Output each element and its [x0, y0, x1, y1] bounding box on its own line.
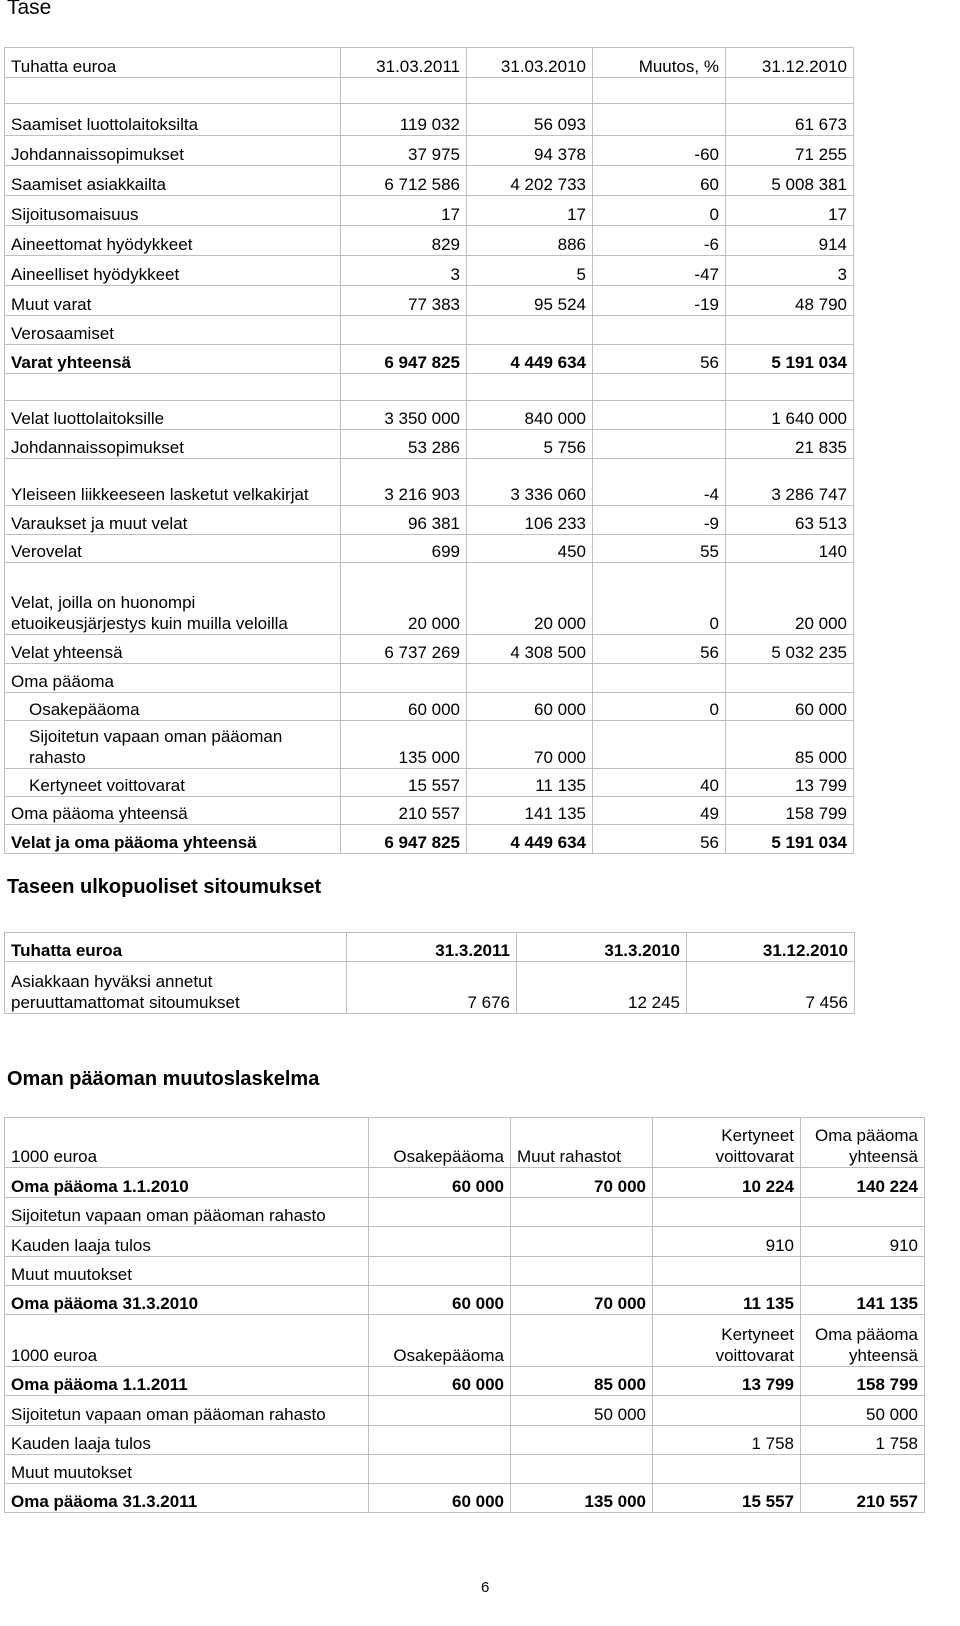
offbalance-title: Taseen ulkopuoliset sitoumukset: [7, 876, 322, 898]
cell-value: 7 456: [687, 962, 855, 1014]
equity-changes-table: [4, 1117, 925, 1513]
cell-value: 20 000: [467, 563, 593, 635]
cell-value: 96 381: [341, 506, 467, 535]
cell-value: 61 673: [726, 104, 854, 136]
row-label: Oma pääoma 31.3.2010: [5, 1286, 369, 1315]
cell-value: 0: [593, 196, 726, 226]
table-row: [5, 635, 854, 664]
cell-value: 85 000: [726, 721, 854, 769]
table-row: [5, 316, 854, 345]
cell-value: 3 336 060: [467, 459, 593, 506]
cell-value: 71 255: [726, 136, 854, 166]
cell-value: 140 224: [801, 1168, 925, 1198]
row-label: Muut varat: [5, 286, 341, 316]
row-label: Varaukset ja muut velat: [5, 506, 341, 535]
cell-value: 55: [593, 535, 726, 563]
row-label: Sijoitusomaisuus: [5, 196, 341, 226]
column-header: 31.12.2010: [726, 48, 854, 78]
cell-value: 37 975: [341, 136, 467, 166]
cell-value: 910: [801, 1227, 925, 1257]
cell-value: 11 135: [653, 1286, 801, 1315]
cell-value: 119 032: [341, 104, 467, 136]
cell-value: 5 008 381: [726, 166, 854, 196]
table-row: [5, 664, 854, 693]
row-label: Verovelat: [5, 535, 341, 563]
page-title: Tase: [7, 0, 52, 19]
cell-value: 60 000: [369, 1168, 511, 1198]
column-header: 31.3.2011: [347, 933, 517, 962]
cell-value: 3 350 000: [341, 401, 467, 430]
cell-value: 4 449 634: [467, 825, 593, 854]
cell-value: 135 000: [341, 721, 467, 769]
row-label: [5, 374, 341, 401]
cell-value: 11 135: [467, 769, 593, 797]
cell-value: 60 000: [726, 693, 854, 721]
cell-value: [801, 1198, 925, 1227]
cell-value: 56: [593, 825, 726, 854]
table-row: [5, 1168, 925, 1198]
cell-value: 17: [467, 196, 593, 226]
cell-value: 60 000: [369, 1367, 511, 1396]
cell-value: 5 756: [467, 430, 593, 459]
cell-value: [369, 1455, 511, 1484]
cell-value: [369, 1257, 511, 1286]
cell-value: 21 835: [726, 430, 854, 459]
column-header: Oma pääoma yhteensä: [801, 1315, 925, 1367]
cell-value: 1 758: [801, 1426, 925, 1455]
cell-value: 10 224: [653, 1168, 801, 1198]
cell-value: 95 524: [467, 286, 593, 316]
cell-value: 60 000: [467, 693, 593, 721]
cell-value: [369, 1426, 511, 1455]
cell-value: [511, 1455, 653, 1484]
column-header-label: 1000 euroa: [5, 1315, 369, 1367]
row-label: Yleiseen liikkeeseen lasketut velkakirjat: [5, 459, 341, 506]
column-header: 31.12.2010: [687, 933, 855, 962]
table-row: [5, 430, 854, 459]
cell-value: 914: [726, 226, 854, 256]
table-row: [5, 256, 854, 286]
table-row: [5, 693, 854, 721]
column-header: Muutos, %: [593, 48, 726, 78]
cell-value: 60: [593, 166, 726, 196]
cell-value: [653, 1396, 801, 1426]
cell-value: 60 000: [369, 1484, 511, 1513]
row-label: Sijoitetun vapaan oman pääoman rahasto: [5, 721, 341, 769]
cell-value: 17: [726, 196, 854, 226]
cell-value: 70 000: [511, 1286, 653, 1315]
cell-value: [511, 1227, 653, 1257]
column-header: Kertyneet voittovarat: [653, 1118, 801, 1168]
row-label: Sijoitetun vapaan oman pääoman rahasto: [5, 1396, 369, 1426]
cell-value: 94 378: [467, 136, 593, 166]
table-row: [5, 136, 854, 166]
cell-value: [511, 1198, 653, 1227]
cell-value: 3: [726, 256, 854, 286]
row-label: Saamiset asiakkailta: [5, 166, 341, 196]
cell-value: 5 191 034: [726, 345, 854, 374]
table-row: [5, 962, 855, 1014]
cell-value: 886: [467, 226, 593, 256]
cell-value: [593, 430, 726, 459]
row-label: Saamiset luottolaitoksilta: [5, 104, 341, 136]
cell-value: 210 557: [801, 1484, 925, 1513]
cell-value: 20 000: [726, 563, 854, 635]
cell-value: [801, 1257, 925, 1286]
cell-value: 6 712 586: [341, 166, 467, 196]
cell-value: [726, 374, 854, 401]
table-row: [5, 1227, 925, 1257]
row-label: Varat yhteensä: [5, 345, 341, 374]
cell-value: [593, 664, 726, 693]
cell-value: 141 135: [467, 797, 593, 825]
cell-value: 49: [593, 797, 726, 825]
table-row: [5, 78, 854, 104]
cell-value: 40: [593, 769, 726, 797]
cell-value: 6 947 825: [341, 825, 467, 854]
cell-value: [511, 1426, 653, 1455]
cell-value: 0: [593, 563, 726, 635]
cell-value: [593, 401, 726, 430]
cell-value: [467, 316, 593, 345]
cell-value: [341, 316, 467, 345]
cell-value: 1 758: [653, 1426, 801, 1455]
table-row: [5, 1286, 925, 1315]
row-label: Oma pääoma 31.3.2011: [5, 1484, 369, 1513]
balance-sheet-table: [4, 47, 854, 854]
cell-value: 12 245: [517, 962, 687, 1014]
table-row: [5, 286, 854, 316]
cell-value: 13 799: [653, 1367, 801, 1396]
cell-value: 15 557: [341, 769, 467, 797]
table-row: [5, 104, 854, 136]
column-header: Osakepääoma: [369, 1118, 511, 1168]
cell-value: 5 191 034: [726, 825, 854, 854]
cell-value: 3 216 903: [341, 459, 467, 506]
cell-value: 7 676: [347, 962, 517, 1014]
cell-value: -60: [593, 136, 726, 166]
cell-value: 56: [593, 345, 726, 374]
table-row: [5, 1426, 925, 1455]
cell-value: 3 286 747: [726, 459, 854, 506]
cell-value: [467, 78, 593, 104]
cell-value: 4 449 634: [467, 345, 593, 374]
cell-value: [593, 78, 726, 104]
balance-header-row: [5, 48, 854, 78]
cell-value: 450: [467, 535, 593, 563]
cell-value: 135 000: [511, 1484, 653, 1513]
equity-title: Oman pääoman muutoslaskelma: [7, 1068, 320, 1090]
table-row: [5, 721, 854, 769]
cell-value: 85 000: [511, 1367, 653, 1396]
cell-value: 50 000: [801, 1396, 925, 1426]
table-row: [5, 535, 854, 563]
table-row: [5, 459, 854, 506]
row-label: Kertyneet voittovarat: [5, 769, 341, 797]
column-header: 31.3.2010: [517, 933, 687, 962]
cell-value: [369, 1396, 511, 1426]
column-header: 31.03.2011: [341, 48, 467, 78]
column-header: 31.03.2010: [467, 48, 593, 78]
cell-value: 1 640 000: [726, 401, 854, 430]
column-header: Kertyneet voittovarat: [653, 1315, 801, 1367]
table-row: [5, 401, 854, 430]
cell-value: 158 799: [801, 1367, 925, 1396]
table-row: [5, 1484, 925, 1513]
table-row: [5, 1198, 925, 1227]
row-label: Kauden laaja tulos: [5, 1227, 369, 1257]
cell-value: 60 000: [369, 1286, 511, 1315]
cell-value: [653, 1455, 801, 1484]
cell-value: 6 947 825: [341, 345, 467, 374]
cell-value: -47: [593, 256, 726, 286]
row-label: Aineelliset hyödykkeet: [5, 256, 341, 286]
cell-value: [369, 1227, 511, 1257]
table-row: [5, 166, 854, 196]
table-row: [5, 374, 854, 401]
cell-value: 50 000: [511, 1396, 653, 1426]
cell-value: 4 308 500: [467, 635, 593, 664]
row-label: Asiakkaan hyväksi annetut peruuttamattomat sitoumukset: [5, 962, 347, 1014]
cell-value: [369, 1198, 511, 1227]
table-row: [5, 1455, 925, 1484]
row-label: Velat luottolaitoksille: [5, 401, 341, 430]
offbalance-table: [4, 932, 855, 1014]
cell-value: [726, 78, 854, 104]
row-label: Velat yhteensä: [5, 635, 341, 664]
cell-value: 699: [341, 535, 467, 563]
cell-value: [593, 316, 726, 345]
cell-value: -19: [593, 286, 726, 316]
cell-value: [341, 78, 467, 104]
cell-value: [653, 1257, 801, 1286]
cell-value: [653, 1198, 801, 1227]
equity-header-row: [5, 1315, 925, 1367]
row-label: Muut muutokset: [5, 1455, 369, 1484]
cell-value: [341, 374, 467, 401]
cell-value: [593, 374, 726, 401]
cell-value: 13 799: [726, 769, 854, 797]
equity-header-row: [5, 1118, 925, 1168]
row-label: [5, 78, 341, 104]
cell-value: 53 286: [341, 430, 467, 459]
cell-value: 141 135: [801, 1286, 925, 1315]
row-label: Johdannaissopimukset: [5, 136, 341, 166]
column-header: Osakepääoma: [369, 1315, 511, 1367]
page-number: 6: [481, 1579, 490, 1596]
row-label: Sijoitetun vapaan oman pääoman rahasto: [5, 1198, 369, 1227]
table-row: [5, 797, 854, 825]
cell-value: 140: [726, 535, 854, 563]
table-row: [5, 196, 854, 226]
table-row: [5, 1396, 925, 1426]
column-header-label: Tuhatta euroa: [5, 48, 341, 78]
cell-value: [467, 664, 593, 693]
row-label: Muut muutokset: [5, 1257, 369, 1286]
cell-value: -4: [593, 459, 726, 506]
cell-value: [726, 664, 854, 693]
cell-value: [801, 1455, 925, 1484]
cell-value: 63 513: [726, 506, 854, 535]
cell-value: 56: [593, 635, 726, 664]
cell-value: 15 557: [653, 1484, 801, 1513]
cell-value: 5 032 235: [726, 635, 854, 664]
row-label: Velat, joilla on huonompi etuoikeusjärjestys kuin muilla veloilla: [5, 563, 341, 635]
offbalance-header-row: [5, 933, 855, 962]
cell-value: 48 790: [726, 286, 854, 316]
cell-value: 106 233: [467, 506, 593, 535]
column-header: Oma pääoma yhteensä: [801, 1118, 925, 1168]
column-header: Muut rahastot: [511, 1118, 653, 1168]
cell-value: 6 737 269: [341, 635, 467, 664]
cell-value: [341, 664, 467, 693]
cell-value: 70 000: [467, 721, 593, 769]
cell-value: 829: [341, 226, 467, 256]
cell-value: [593, 104, 726, 136]
row-label: Aineettomat hyödykkeet: [5, 226, 341, 256]
cell-value: 77 383: [341, 286, 467, 316]
table-row: [5, 563, 854, 635]
table-row: [5, 506, 854, 535]
cell-value: 158 799: [726, 797, 854, 825]
table-row: [5, 1367, 925, 1396]
cell-value: [511, 1257, 653, 1286]
table-row: [5, 1257, 925, 1286]
row-label: Johdannaissopimukset: [5, 430, 341, 459]
column-header-label: Tuhatta euroa: [5, 933, 347, 962]
cell-value: [593, 721, 726, 769]
cell-value: 910: [653, 1227, 801, 1257]
row-label: Velat ja oma pääoma yhteensä: [5, 825, 341, 854]
column-header: [511, 1315, 653, 1367]
cell-value: 4 202 733: [467, 166, 593, 196]
cell-value: 840 000: [467, 401, 593, 430]
row-label: Oma pääoma: [5, 664, 341, 693]
table-row: [5, 825, 854, 854]
cell-value: -6: [593, 226, 726, 256]
cell-value: 70 000: [511, 1168, 653, 1198]
cell-value: 0: [593, 693, 726, 721]
cell-value: [467, 374, 593, 401]
table-row: [5, 345, 854, 374]
cell-value: 5: [467, 256, 593, 286]
table-row: [5, 226, 854, 256]
row-label: Kauden laaja tulos: [5, 1426, 369, 1455]
cell-value: 17: [341, 196, 467, 226]
cell-value: -9: [593, 506, 726, 535]
row-label: Oma pääoma 1.1.2011: [5, 1367, 369, 1396]
cell-value: 210 557: [341, 797, 467, 825]
cell-value: [726, 316, 854, 345]
column-header-label: 1000 euroa: [5, 1118, 369, 1168]
row-label: Osakepääoma: [5, 693, 341, 721]
row-label: Verosaamiset: [5, 316, 341, 345]
cell-value: 60 000: [341, 693, 467, 721]
cell-value: 20 000: [341, 563, 467, 635]
row-label: Oma pääoma yhteensä: [5, 797, 341, 825]
cell-value: 3: [341, 256, 467, 286]
row-label: Oma pääoma 1.1.2010: [5, 1168, 369, 1198]
table-row: [5, 769, 854, 797]
cell-value: 56 093: [467, 104, 593, 136]
